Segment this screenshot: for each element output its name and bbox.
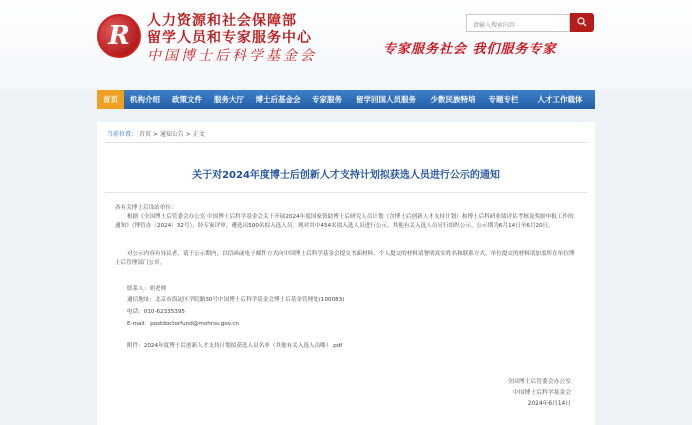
contact-email: E-mail：postdoctorfund@mohrss.gov.cn bbox=[127, 321, 239, 327]
signer-1: 全国博士后管委会办公室 bbox=[507, 379, 571, 385]
site-header bbox=[0, 0, 692, 90]
article-title: 关于对2024年度博士后创新人才支持计划拟获选人员进行公示的通知 bbox=[192, 170, 500, 181]
contact-person: 联系人：胡老师 bbox=[127, 286, 167, 292]
search-icon bbox=[577, 17, 587, 27]
breadcrumb-separator: > bbox=[152, 131, 158, 138]
publish-date: 2024年6月14日 bbox=[527, 401, 571, 407]
breadcrumb-home-link[interactable]: 首页 bbox=[138, 131, 151, 138]
article-greeting: 各有关博士后设站单位： bbox=[115, 205, 177, 211]
divider bbox=[105, 192, 587, 193]
nav-item-postdoc-fund[interactable]: 博士后基金会 bbox=[255, 95, 301, 104]
nav-item-service-hall[interactable]: 服务大厅 bbox=[214, 95, 244, 104]
search-button[interactable] bbox=[570, 13, 594, 32]
article-paragraph-2: 对公示内容有异议者，请于公示期内，以信函或电子邮件方式向中国博士后科学基金会提交书面材料。个人提交的材料请署明真实姓名和联系方式，单位提交的材料请加盖所在单位博士后管理部门公章。 bbox=[115, 251, 575, 267]
contact-phone: 电话：010-62335395 bbox=[127, 309, 185, 315]
signature-block bbox=[507, 377, 571, 410]
nav-item-special-topics[interactable]: 专题专栏 bbox=[488, 95, 519, 104]
nav-item-returnee-service[interactable]: 留学回国人员服务 bbox=[356, 95, 416, 104]
nav-item-home[interactable]: 首页 bbox=[97, 90, 124, 109]
article-card bbox=[97, 122, 595, 425]
slogan: 专家服务社会 我们服务专家 bbox=[383, 42, 557, 57]
org-name-line3: 中国博士后科学基金会 bbox=[147, 48, 317, 64]
breadcrumb-section-link[interactable]: 通知公告 bbox=[159, 131, 184, 138]
nav-item-minority-training[interactable]: 少数民族特培 bbox=[430, 95, 476, 104]
signer-2: 中国博士后科学基金会 bbox=[513, 390, 571, 396]
breadcrumb-current: 正文 bbox=[192, 131, 205, 138]
contact-address: 通信地址：北京市海淀区学院路30号中国博士后科学基金会博士后基金管理处(100083) bbox=[127, 297, 345, 303]
divider bbox=[105, 142, 587, 143]
main-nav bbox=[97, 90, 595, 109]
nav-item-policy[interactable]: 政策文件 bbox=[172, 95, 202, 104]
article-paragraph-1: 根据《全国博士后管委会办公室 中国博士后科学基金会关于开展2024年度国家资助博士后研究人员计划（含博士后创新人才支持计划）和博士后科研业绩评估考核及奖励申报工作的通知》（博管办〔2024〕32号），经专家评审，遴选出500名拟入选人员。现对其中454名拟入选人员进行公示，其他有关入选人员另行组织公示。公示期为6月14日至6月20日。 bbox=[115, 214, 574, 230]
breadcrumb bbox=[107, 129, 205, 138]
site-logo-icon[interactable]: R bbox=[97, 14, 141, 58]
breadcrumb-separator: > bbox=[185, 131, 191, 138]
nav-item-talent-carrier[interactable]: 人才工作载体 bbox=[537, 95, 583, 104]
nav-item-expert-service[interactable]: 专家服务 bbox=[312, 95, 342, 104]
org-name-line1: 人力资源和社会保障部 bbox=[147, 13, 297, 29]
attachment-link[interactable]: 附件：2024年度博士后创新人才支持计划拟获选人员名单（其他有关入选人员略）.pdf bbox=[127, 343, 343, 349]
org-name-line2: 留学人员和专家服务中心 bbox=[147, 30, 312, 46]
breadcrumb-label: 当前位置： bbox=[107, 131, 138, 138]
search-input[interactable]: 请输入搜索内容 bbox=[466, 14, 570, 32]
nav-item-about[interactable]: 机构介绍 bbox=[130, 95, 160, 104]
